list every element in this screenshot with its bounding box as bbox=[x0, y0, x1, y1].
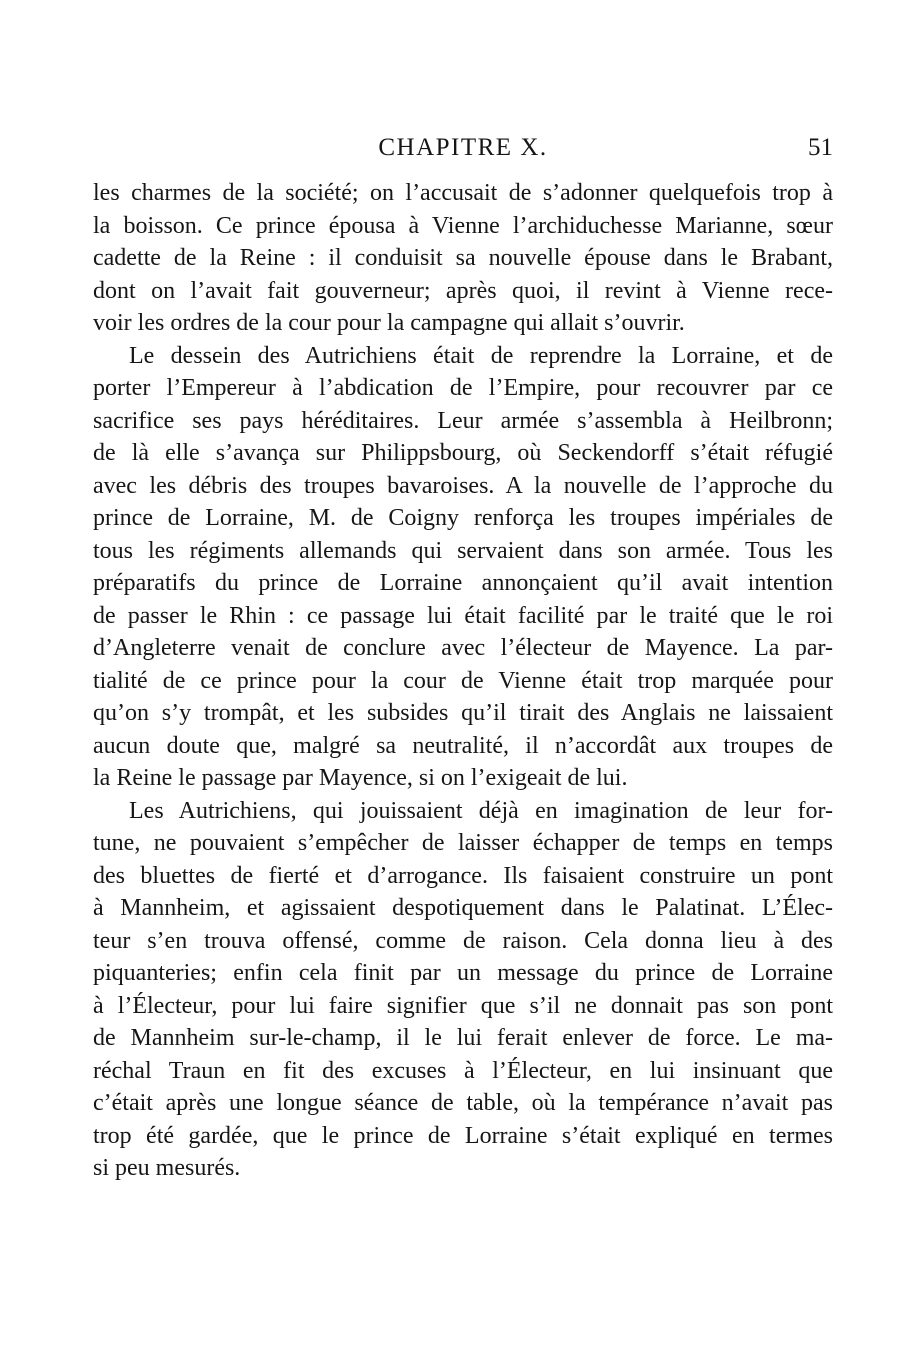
running-head bbox=[93, 131, 833, 165]
text-line: trop été gardée, que le prince de Lorraine s’était expliqué en termes bbox=[93, 1122, 833, 1149]
text-line: à l’Électeur, pour lui faire signifier que s’il ne donnait pas son pont bbox=[93, 992, 833, 1019]
text-line: sacrifice ses pays héréditaires. Leur armée s’assembla à Heilbronn; bbox=[93, 407, 833, 434]
text-line: porter l’Empereur à l’abdication de l’Empire, pour recouvrer par ce bbox=[93, 375, 833, 401]
text-line: piquanteries; enfin cela finit par un message du prince de Lorraine bbox=[93, 960, 833, 986]
text-line: préparatifs du prince de Lorraine annonçaient qu’il avait intention bbox=[93, 570, 833, 596]
text-line: à Mannheim, et agissaient despotiquement dans le Palatinat. L’Élec- bbox=[93, 895, 833, 921]
text-line: de là elle s’avança sur Philippsbourg, où Seckendorff s’était réfugié bbox=[93, 440, 833, 466]
chapter-title: CHAPITRE X. bbox=[378, 134, 548, 161]
text-line: réchal Traun en fit des excuses à l’Électeur, en lui insinuant que bbox=[93, 1057, 833, 1084]
text-line: d’Angleterre venait de conclure avec l’électeur de Mayence. La par- bbox=[93, 635, 833, 661]
text-line: de passer le Rhin : ce passage lui était facilité par le traité que le roi bbox=[93, 602, 833, 629]
page-number: 51 bbox=[808, 134, 833, 161]
text-line: des bluettes de fierté et d’arrogance. Ils faisaient construire un pont bbox=[93, 862, 833, 889]
text-line: cadette de la Reine : il conduisit sa nouvelle épouse dans le Brabant, bbox=[93, 245, 833, 271]
text-line: Le dessein des Autrichiens était de reprendre la Lorraine, et de bbox=[129, 342, 833, 369]
text-line: aucun doute que, malgré sa neutralité, il n’accordât aux troupes de bbox=[93, 732, 833, 759]
paragraph-1 bbox=[93, 177, 833, 340]
text-line: les charmes de la société; on l’accusait de s’adonner quelquefois trop à bbox=[93, 180, 833, 206]
body-text bbox=[93, 177, 833, 1185]
text-line: si peu mesurés. bbox=[93, 1155, 241, 1181]
text-line: avec les débris des troupes bavaroises. A la nouvelle de l’approche du bbox=[93, 472, 833, 499]
text-line: dont on l’avait fait gouverneur; après quoi, il revint à Vienne rece- bbox=[93, 277, 833, 304]
text-line: de Mannheim sur-le-champ, il le lui ferait enlever de force. Le ma- bbox=[93, 1025, 833, 1051]
text-line: tialité de ce prince pour la cour de Vienne était trop marquée pour bbox=[93, 667, 833, 694]
text-line: c’était après une longue séance de table, où la tempérance n’avait pas bbox=[93, 1090, 833, 1116]
text-line: la boisson. Ce prince épousa à Vienne l’archiduchesse Marianne, sœur bbox=[93, 212, 833, 239]
text-line: qu’on s’y trompât, et les subsides qu’il tirait des Anglais ne laissaient bbox=[93, 700, 833, 726]
paragraph-2 bbox=[93, 340, 833, 795]
text-line: voir les ordres de la cour pour la campagne qui allait s’ouvrir. bbox=[93, 310, 685, 336]
text-line: prince de Lorraine, M. de Coigny renforça les troupes impériales de bbox=[93, 505, 833, 531]
text-line: teur s’en trouva offensé, comme de raison. Cela donna lieu à des bbox=[93, 927, 833, 954]
paragraph-3 bbox=[93, 795, 833, 1185]
text-line: Les Autrichiens, qui jouissaient déjà en imagination de leur for- bbox=[129, 797, 833, 824]
text-line: tune, ne pouvaient s’empêcher de laisser échapper de temps en temps bbox=[93, 830, 833, 856]
text-line: la Reine le passage par Mayence, si on l’exigeait de lui. bbox=[93, 765, 628, 791]
text-line: tous les régiments allemands qui servaient dans son armée. Tous les bbox=[93, 537, 833, 564]
